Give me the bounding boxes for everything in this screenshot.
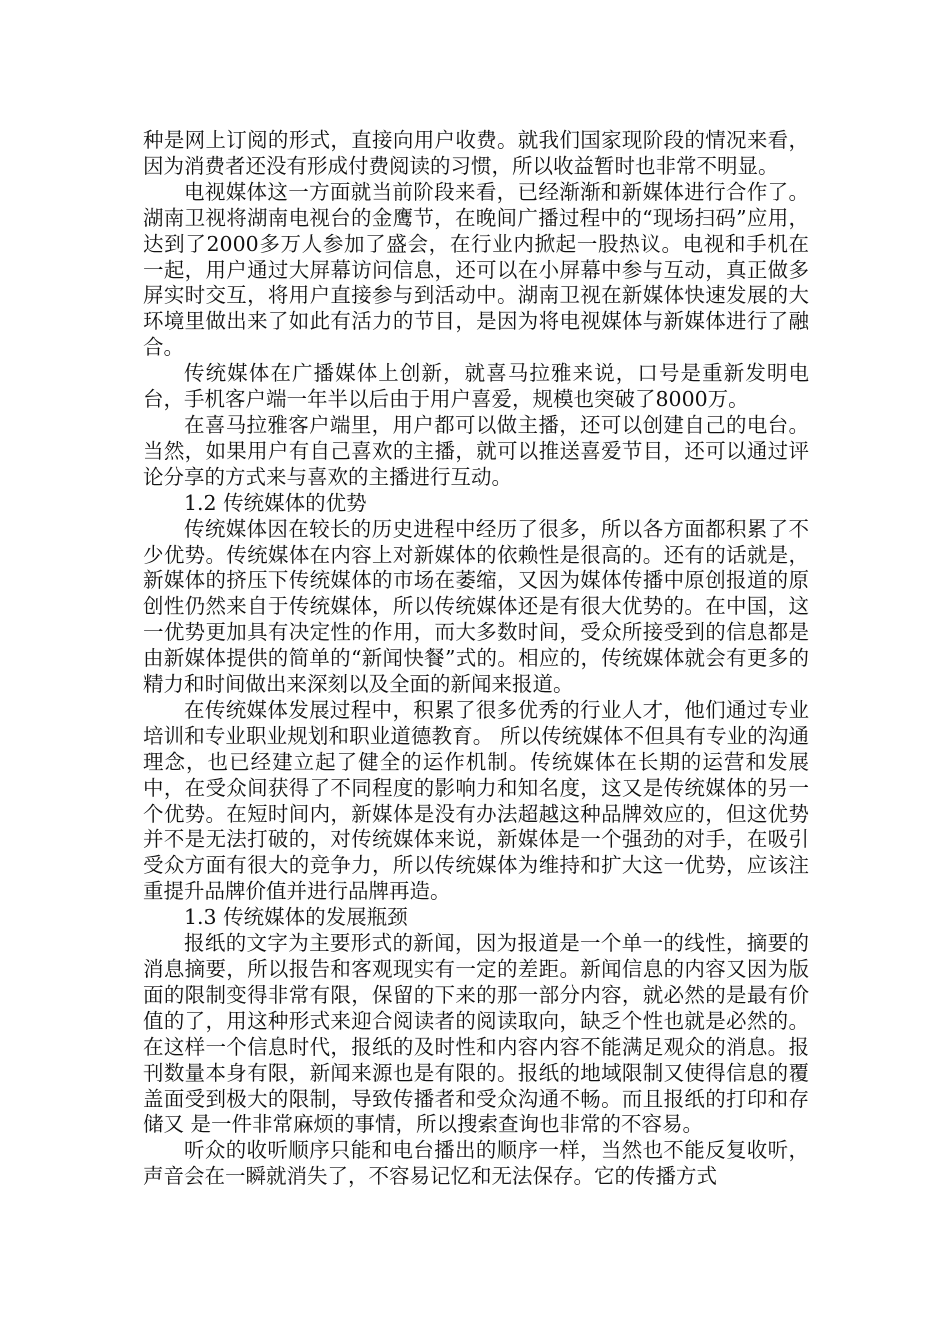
paragraph-advantages-talent: 在传统媒体发展过程中，积累了很多优秀的行业人才，他们通过专业培训和专业职业规划和职业道德教育。 所以传统媒体不但具有专业的沟通理念，也已经建立起了健全的运作机制。传统媒体在长期的运营和发展中，在受众间获得了不同程度的影响力和知名度，这又是传统媒体的另一个优势。在短时间内，新媒体是没有办法超越这种品牌效应的，但这优势并不是无法打破的，对传统媒体来说，新媒体是一个强劲的对手，在吸引受众方面有很大的竞争力，所以传统媒体为维持和扩大这一优势，应该注重提升品牌价值并进行品牌再造。 [143,697,809,904]
section-heading-bottleneck: 1.3 传统媒体的发展瓶颈 [184,905,408,930]
paragraph-ximalaya-client: 在喜马拉雅客户端里，用户都可以做主播，还可以创建自己的电台。当然，如果用户有自己喜欢的主播，就可以推送喜爱节目，还可以通过评论分享的方式来与喜欢的主播进行互动。 [143,412,809,489]
paragraph-newspaper-limits: 报纸的文字为主要形式的新闻，因为报道是一个单一的线性，摘要的消息摘要，所以报告和客观现实有一定的差距。新闻信息的内容又因为版面的限制变得非常有限，保留的下来的那一部分内容，就必然的是最有价值的了，用这种形式来迎合阅读者的阅读取向，缺乏个性也就是必然的。在这样一个信息时代，报纸的及时性和内容内容不能满足观众的消息。报刊数量本身有限，新闻来源也是有限的。报纸的地域限制又使得信息的覆盖面受到极大的限制，导致传播者和受众沟通不畅。而且报纸的打印和存储又 是一件非常麻烦的事情，所以搜索查询也非常的不容易。 [143,931,809,1137]
paragraph-continued: 种是网上订阅的形式，直接向用户收费。就我们国家现阶段的情况来看，因为消费者还没有形成付费阅读的习惯，所以收益暂时也非常不明显。 [143,128,809,178]
section-heading-advantages: 1.2 传统媒体的优势 [184,490,367,515]
paragraph-advantages-content: 传统媒体因在较长的历史进程中经历了很多，所以各方面都积累了不少优势。传统媒体在内容上对新媒体的依赖性是很高的。还有的话就是，新媒体的挤压下传统媒体的市场在萎缩，又因为媒体传播中原创报道的原创性仍然来自于传统媒体，所以传统媒体还是有很大优势的。在中国，这一优势更加具有决定性的作用，而大多数时间，受众所接受到的信息都是由新媒体提供的简单的“新闻快餐”式的。相应的，传统媒体就会有更多的精力和时间做出来深刻以及全面的新闻来报道。 [143,516,809,697]
paragraph-radio-limits: 听众的收听顺序只能和电台播出的顺序一样，当然也不能反复收听，声音会在一瞬就消失了，不容易记忆和无法保存。它的传播方式 [143,1138,809,1189]
paragraph-tv-media: 电视媒体这一方面就当前阶段来看，已经渐渐和新媒体进行合作了。湖南卫视将湖南电视台的金鹰节，在晚间广播过程中的“现场扫码”应用，达到了2000多万人参加了盛会，在行业内掀起一股热议。电视和手机在一起，用户通过大屏幕访问信息，还可以在小屏幕中参与互动，真正做多屏实时交互，将用户直接参与到活动中。湖南卫视在新媒体快速发展的大环境里做出来了如此有活力的节目，是因为将电视媒体与新媒体进行了融合。 [143,179,809,360]
document-page [143,128,809,1190]
paragraph-radio-innovation: 传统媒体在广播媒体上创新，就喜马拉雅来说，口号是重新发明电台，手机客户端一年半以后由于用户喜爱，规模也突破了8000万。 [143,361,809,412]
